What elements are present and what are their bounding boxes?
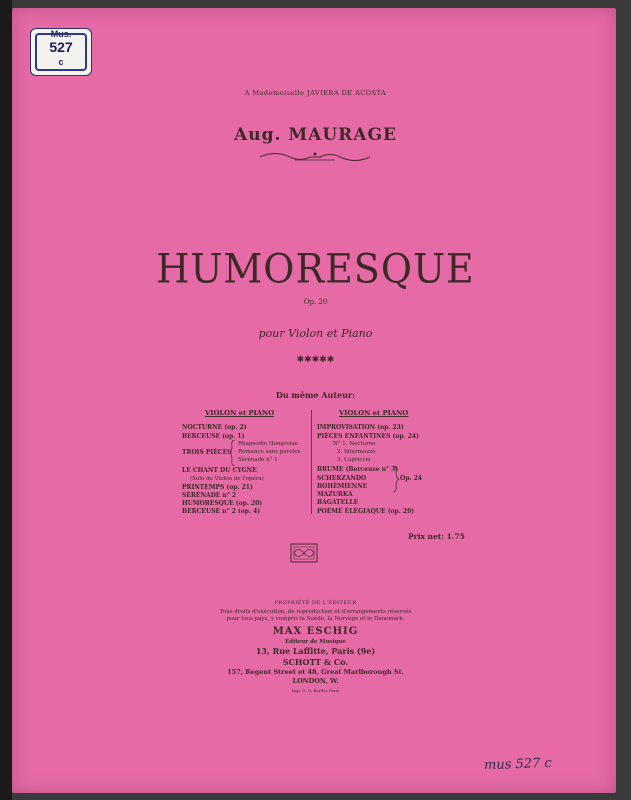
- work-item: IMPROVISATION (op. 23): [317, 424, 404, 431]
- work-subitem: Sérénade n° 1: [238, 457, 278, 463]
- rights-line-2: pour tous pays, y compris la Suède, la Norvège et le Danemark.: [226, 616, 405, 622]
- publisher-emblem-icon: [290, 543, 318, 563]
- publisher-address: 13, Rue Laffitte, Paris (9e): [255, 646, 376, 656]
- dedication: A Mademoiselle JAVIERA DE ACOSTA: [244, 89, 387, 97]
- work-item: BAGATELLE: [317, 499, 359, 506]
- work-subitem: 3. Capriccio: [337, 457, 371, 463]
- work-item: NOCTURNE (op. 2): [182, 424, 247, 431]
- london-city: LONDON, W.: [292, 677, 339, 685]
- column-divider: [311, 410, 312, 514]
- printer-imprint: Imp. G. G. Bordes Paris: [291, 688, 340, 693]
- work-item: PIÈCES ENFANTINES (op. 24): [317, 433, 419, 440]
- work-item: BOHÉMIENNE: [317, 483, 368, 490]
- instrumentation: pour Violon et Piano: [258, 327, 373, 340]
- work-subitem: Romance sans paroles: [238, 449, 301, 455]
- opus-number: Op. 20: [303, 298, 328, 306]
- rights-line-1: Tous droits d'exécution, de reproduction et d'arrangements réservés: [219, 609, 412, 615]
- composer-name: Aug. MAURAGE: [234, 125, 397, 145]
- work-subitem: N° 1. Nocturne: [333, 441, 376, 447]
- label-letter: c: [58, 57, 64, 67]
- brace-icon: [393, 466, 399, 492]
- work-subitem: 2. Intermezzo: [337, 449, 376, 455]
- left-column-heading: VIOLON et PIANO: [205, 409, 275, 417]
- work-item: POÈME ÉLÉGIAQUE (op. 29): [317, 508, 415, 515]
- label-mus: Mus.: [50, 29, 72, 39]
- work-item: SÉRÉNADE n° 2: [182, 492, 237, 499]
- work-item: PRINTEMPS (op. 21): [182, 484, 253, 491]
- work-item: HUMORESQUE (op. 20): [182, 500, 263, 507]
- label-number: 527: [49, 39, 73, 55]
- work-item: BERCEUSE (op. 1): [182, 433, 245, 440]
- work-title: HUMORESQUE: [156, 245, 475, 293]
- work-item: LE CHANT DU CYGNE: [182, 467, 257, 474]
- right-column-heading: VIOLON et PIANO: [339, 409, 409, 417]
- work-item: SCHERZANDO: [317, 475, 367, 482]
- second-publisher: SCHOTT & Co.: [282, 657, 349, 667]
- handwritten-shelfmark: mus 527 c: [483, 755, 552, 774]
- work-subitem: (Solo de Violon de l'opéra): [190, 476, 264, 482]
- price: Prix net: 1.75: [408, 532, 465, 541]
- work-item: BERCEUSE n° 2 (op. 4): [182, 508, 261, 515]
- property-note: PROPRIÉTÉ DE L'ÉDITEUR: [274, 600, 357, 606]
- work-subitem: Rhapsodie Hongroise: [238, 441, 298, 447]
- ornament-icon: [255, 148, 375, 166]
- library-label: [30, 28, 92, 76]
- opus-brace-label: Op. 24: [400, 475, 422, 482]
- london-address: 157, Regent Street et 48, Great Marlborough St.: [227, 668, 404, 676]
- work-item: MAZURKA: [317, 491, 353, 498]
- star-ornament: ✱✱✱✱✱: [296, 355, 335, 365]
- publisher-name: MAX ESCHIG: [272, 626, 359, 637]
- same-author-heading: Du même Auteur:: [275, 390, 356, 400]
- work-item: TROIS PIÈCES: [182, 449, 232, 456]
- brace-icon: [230, 440, 236, 466]
- work-item: BRUME (Berceuse n° 3): [317, 466, 399, 473]
- publisher-role: Éditeur de Musique: [285, 639, 346, 645]
